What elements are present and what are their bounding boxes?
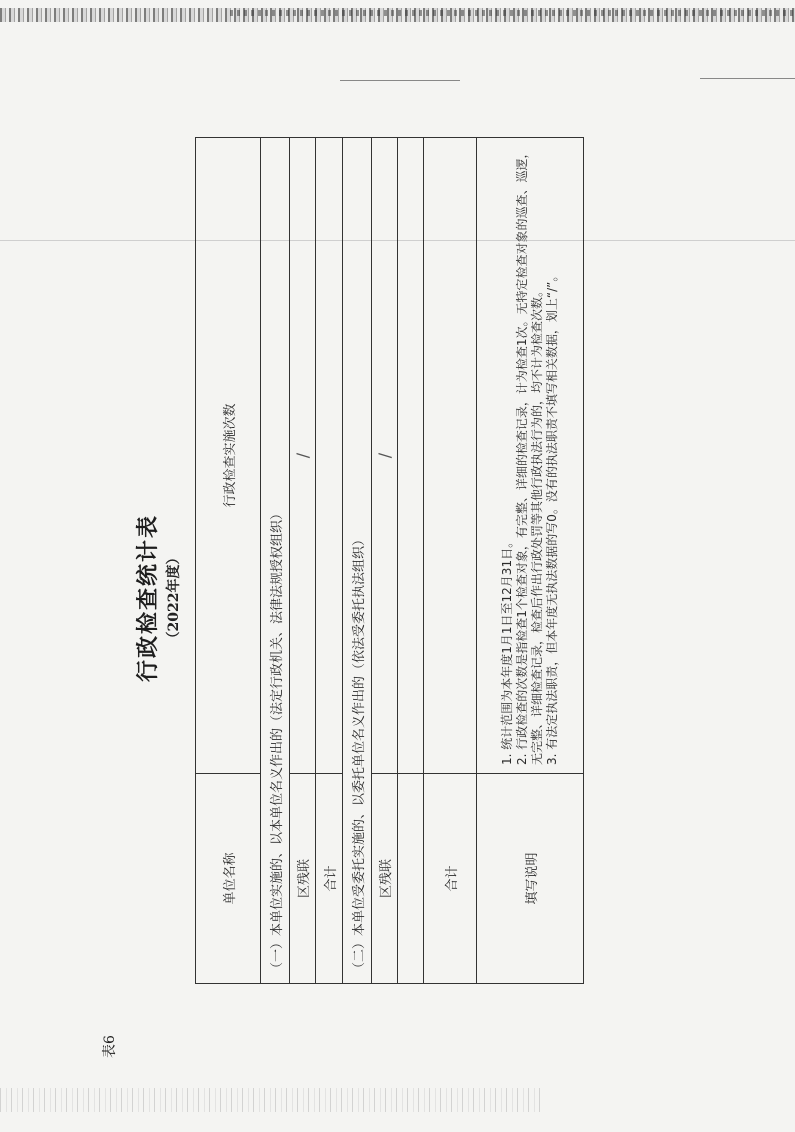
unit-cell: 区残联 — [290, 774, 316, 984]
header-inspection-count: 行政检查实施次数 — [196, 138, 261, 774]
header-unit-name: 单位名称 — [196, 774, 261, 984]
scan-line — [700, 78, 795, 79]
total-value-cell — [424, 138, 477, 774]
section-row — [343, 138, 372, 984]
value-cell: / — [372, 138, 398, 774]
inspection-table — [195, 137, 584, 984]
scan-line — [340, 80, 460, 81]
page-subtitle: （2022年度） — [166, 550, 182, 646]
notes-row — [477, 138, 584, 984]
rotated-page — [97, 138, 559, 1058]
page-title: 行政检查统计表 — [135, 514, 161, 683]
table-header-row — [196, 138, 261, 984]
section-row — [261, 138, 290, 984]
note-item: 3. 有法定执法职责，但本年度无执法数据的写0。没有的执法职责不填写相关数据，划上“/”。 — [545, 269, 559, 765]
document-label: 表6 — [102, 1035, 118, 1058]
total-label-cell: 合计 — [316, 774, 343, 984]
total-label-cell: 合计 — [424, 774, 477, 984]
scan-noise-top-dark — [230, 10, 795, 16]
table-row — [424, 138, 477, 984]
note-item: 2. 行政检查的次数是指检查1个检查对象，有完整、详细的检查记录，计为检查1次。无特定检查对象的巡查、巡逻，无完整、详细检查记录，检查后作出行政处罚等其他行政执法行为的，均不计为检查次数。 — [515, 146, 544, 765]
notes-label: 填写说明 — [477, 774, 584, 984]
table-row — [290, 138, 316, 984]
table-row — [316, 138, 343, 984]
notes-content — [477, 138, 584, 774]
scan-noise-bottom — [0, 1088, 540, 1112]
table-row — [398, 138, 424, 984]
note-item: 1. 统计范围为本年度1月1日至12月31日。 — [500, 535, 514, 765]
total-value-cell — [316, 138, 343, 774]
section1-title: （一）本单位实施的、以本单位名义作出的（法定行政机关、法律法规授权组织） — [261, 138, 290, 984]
section2-title: （二）本单位受委托实施的、以委托单位名义作出的（依法受委托执法组织） — [343, 138, 372, 984]
unit-cell: 区残联 — [372, 774, 398, 984]
table-row — [372, 138, 398, 984]
value-cell: / — [290, 138, 316, 774]
unit-cell — [398, 774, 424, 984]
value-cell — [398, 138, 424, 774]
